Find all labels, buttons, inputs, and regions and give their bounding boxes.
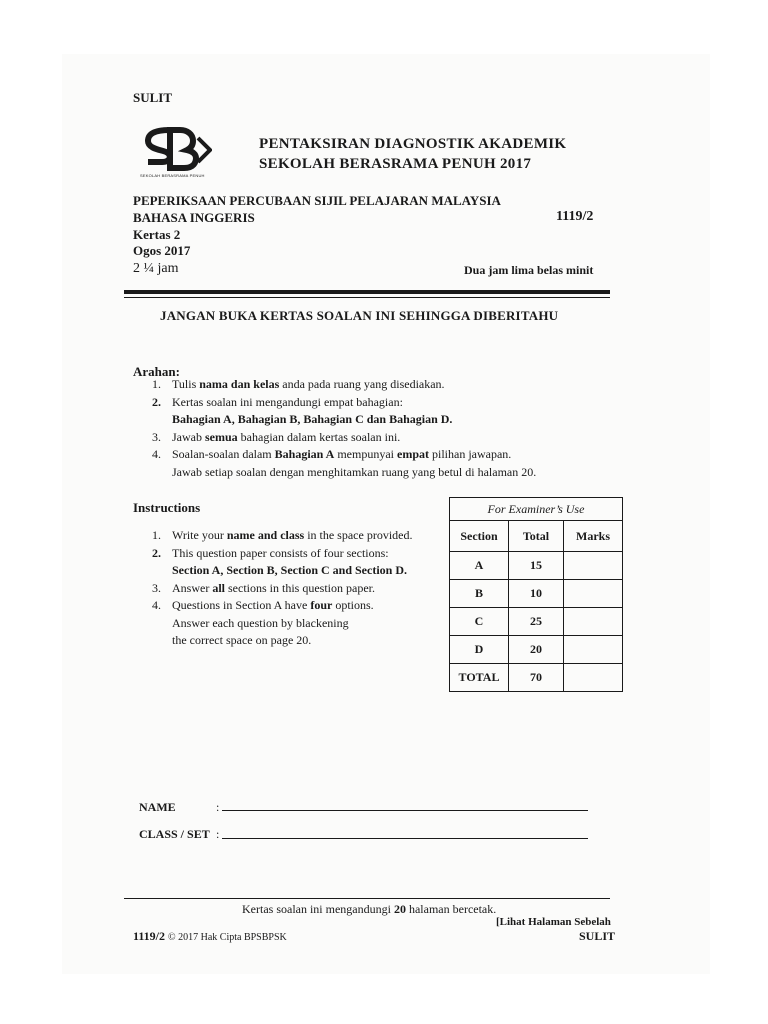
section-cell: A bbox=[450, 552, 509, 580]
turn-page-note: [Lihat Halaman Sebelah bbox=[496, 916, 611, 928]
name-colon: : bbox=[216, 800, 220, 814]
title-line-2: SEKOLAH BERASRAMA PENUH 2017 bbox=[259, 156, 532, 172]
header-rule-thin bbox=[124, 297, 610, 298]
instructions-heading: Instructions bbox=[133, 500, 201, 515]
classification-top: SULIT bbox=[133, 90, 173, 105]
marks-cell[interactable] bbox=[564, 664, 623, 692]
class-field[interactable] bbox=[222, 838, 588, 839]
paper-code: 1119/2 bbox=[556, 209, 594, 224]
instruction-item-2: 2. This question paper consists of four sections: Section A, Section B, Section C and Section D. bbox=[152, 545, 408, 577]
table-row bbox=[450, 636, 623, 664]
table-row bbox=[450, 552, 623, 580]
warning-text: JANGAN BUKA KERTAS SOALAN INI SEHINGGA DIBERITAHU bbox=[160, 308, 559, 323]
instruction-item-1: 1. Write your name and class in the space provided. bbox=[152, 528, 413, 542]
total-cell: 10 bbox=[509, 580, 564, 608]
total-cell: 70 bbox=[509, 664, 564, 692]
header-rule-thick bbox=[124, 290, 610, 294]
instructions-list bbox=[152, 527, 444, 650]
section-cell: C bbox=[450, 608, 509, 636]
marks-cell[interactable] bbox=[564, 552, 623, 580]
footer-rule bbox=[124, 898, 610, 899]
col-header-marks: Marks bbox=[564, 521, 623, 552]
marks-cell[interactable] bbox=[564, 580, 623, 608]
table-row-total bbox=[450, 664, 623, 692]
class-label: CLASS / SET bbox=[139, 827, 210, 841]
arahan-heading: Arahan: bbox=[133, 364, 180, 379]
section-cell: TOTAL bbox=[450, 664, 509, 692]
title-line-1: PENTAKSIRAN DIAGNOSTIK AKADEMIK bbox=[259, 136, 567, 152]
exam-name: PEPERIKSAAN PERCUBAAN SIJIL PELAJARAN MALAYSIA bbox=[133, 193, 501, 208]
total-cell: 20 bbox=[509, 636, 564, 664]
logo-caption: SEKOLAH BERASRAMA PENUH bbox=[140, 173, 205, 178]
table-row bbox=[450, 608, 623, 636]
sbp-logo bbox=[140, 124, 212, 180]
total-cell: 15 bbox=[509, 552, 564, 580]
instruction-item-4: 4. Questions in Section A have four options. Answer each question by blackening the correct space on page 20. bbox=[152, 598, 374, 647]
arahan-item-1: 1. Tulis nama dan kelas anda pada ruang yang disediakan. bbox=[152, 377, 445, 391]
month-year: Ogos 2017 bbox=[133, 243, 191, 258]
table-row bbox=[450, 580, 623, 608]
examiner-table-caption: For Examiner’s Use bbox=[450, 498, 623, 521]
class-colon: : bbox=[216, 827, 220, 841]
marks-cell[interactable] bbox=[564, 608, 623, 636]
name-label: NAME bbox=[139, 800, 176, 814]
duration-long: Dua jam lima belas minit bbox=[464, 263, 594, 277]
footer-code-line: 1119/2 © 2017 Hak Cipta BPSBPSK bbox=[133, 929, 287, 943]
col-header-total: Total bbox=[509, 521, 564, 552]
instruction-item-3: 3. Answer all sections in this question paper. bbox=[152, 580, 375, 595]
total-cell: 25 bbox=[509, 608, 564, 636]
examiner-table bbox=[449, 497, 623, 692]
section-cell: D bbox=[450, 636, 509, 664]
col-header-section: Section bbox=[450, 521, 509, 552]
classification-bottom: SULIT bbox=[579, 929, 616, 943]
duration-short: 2 ¼ jam bbox=[133, 261, 179, 276]
arahan-item-2: 2. Kertas soalan ini mengandungi empat bahagian: Bahagian A, Bahagian B, Bahagian C dan Bahagian D. bbox=[152, 394, 453, 426]
marks-cell[interactable] bbox=[564, 636, 623, 664]
paper-number: Kertas 2 bbox=[133, 227, 181, 242]
section-cell: B bbox=[450, 580, 509, 608]
arahan-list bbox=[152, 376, 622, 481]
page-count-text: Kertas soalan ini mengandungi 20 halaman bercetak. bbox=[242, 902, 497, 916]
name-field[interactable] bbox=[222, 810, 588, 811]
arahan-item-4: 4. Soalan-soalan dalam Bahagian A mempunyai empat pilihan jawapan. Jawab setiap soalan dengan menghitamkan ruang yang betul di halaman 20. bbox=[152, 447, 537, 479]
arahan-item-3: 3. Jawab semua bahagian dalam kertas soalan ini. bbox=[152, 429, 401, 444]
subject: BAHASA INGGERIS bbox=[133, 210, 255, 225]
